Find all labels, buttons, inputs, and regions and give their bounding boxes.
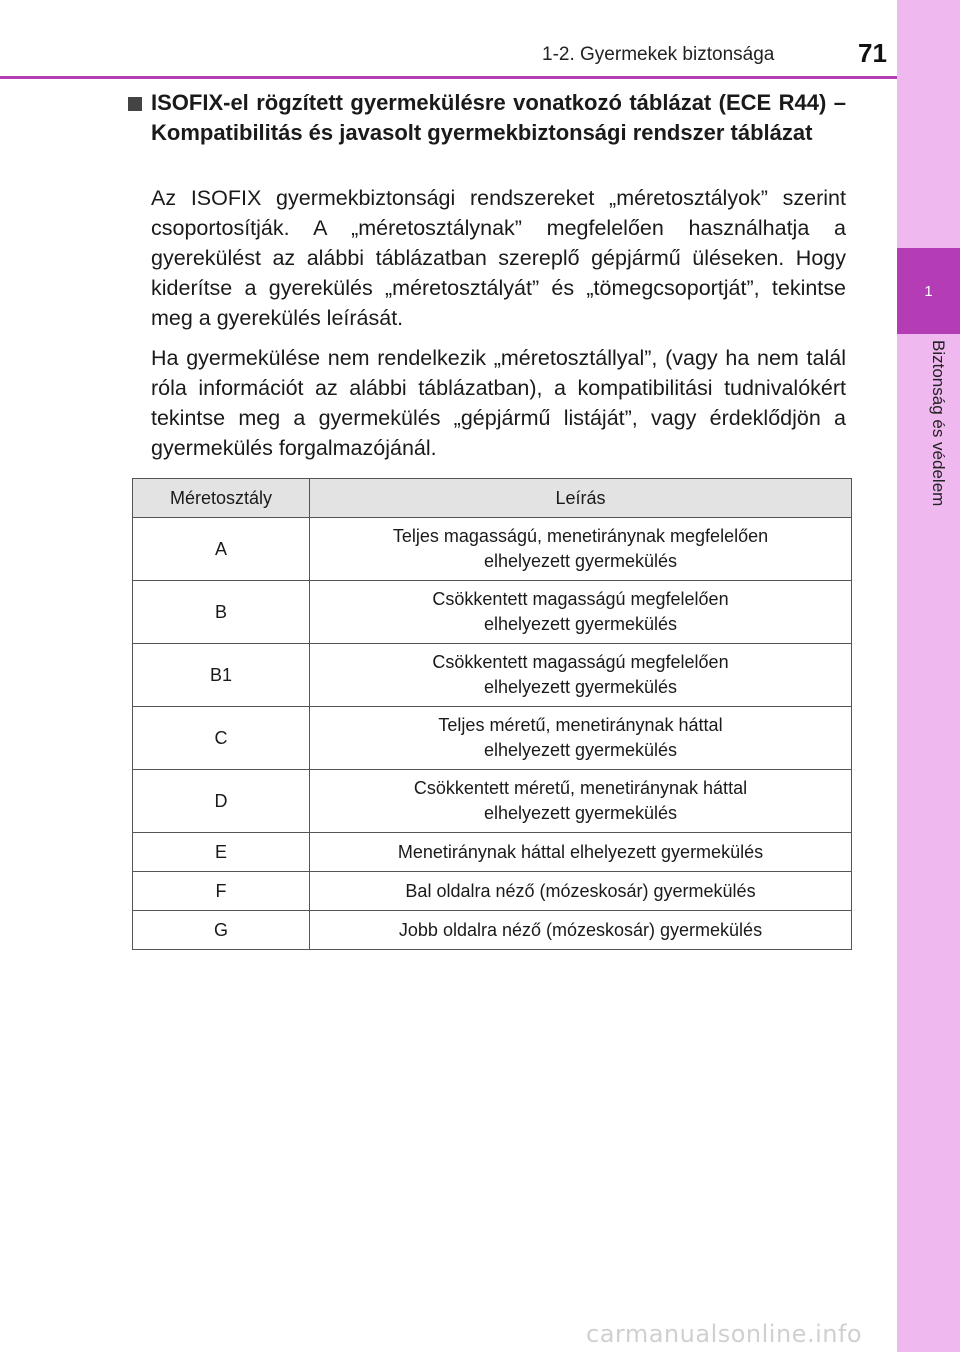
table-row xyxy=(133,518,852,581)
size-class-cell: D xyxy=(133,770,310,833)
description-line: Csökkentett magasságú megfelelően xyxy=(432,652,729,672)
paragraph-size-classes: Az ISOFIX gyermekbiztonsági rendszereket „méretosztályok” szerint csoportosítják. A „méretosztálynak” megfelelően használhatja a gyerekülést az alábbi táblázatban szereplő gépjármű üléseken. Hogy kiderítse a gyerekülés „méretosztályát” és „tömegcsoportját”, tekintse meg a gyerekülés leírását. xyxy=(151,186,846,330)
column-header-description: Leírás xyxy=(310,479,852,518)
description-line: elhelyezett gyermekülés xyxy=(483,551,678,571)
description-cell xyxy=(310,707,852,770)
section-title: 1-2. Gyermekek biztonsága xyxy=(542,44,775,65)
description-line: elhelyezett gyermekülés xyxy=(483,677,678,697)
table-row xyxy=(133,581,852,644)
table-header-row xyxy=(133,479,852,518)
description-line: Csökkentett magasságú megfelelően xyxy=(432,589,729,609)
size-class-table xyxy=(132,478,852,950)
size-class-cell: A xyxy=(133,518,310,581)
table-row xyxy=(133,770,852,833)
description-line: elhelyezett gyermekülés xyxy=(483,614,678,634)
page-number: 71 xyxy=(858,38,887,68)
size-class-cell: B1 xyxy=(133,644,310,707)
sidebar-band xyxy=(897,0,960,1352)
description-cell: Jobb oldalra néző (mózeskosár) gyermekülés xyxy=(310,911,852,950)
description-line: Csökkentett méretű, menetiránynak háttal xyxy=(413,778,748,798)
header-divider xyxy=(0,76,897,79)
chapter-tab xyxy=(897,248,960,334)
table-row xyxy=(133,872,852,911)
description-cell xyxy=(310,770,852,833)
description-line: Teljes magasságú, menetiránynak megfelelően xyxy=(392,526,769,546)
table-row xyxy=(133,833,852,872)
square-bullet-icon xyxy=(128,97,142,111)
table-row xyxy=(133,644,852,707)
description-cell: Menetiránynak háttal elhelyezett gyermekülés xyxy=(310,833,852,872)
size-class-cell: B xyxy=(133,581,310,644)
table-row xyxy=(133,707,852,770)
description-line: elhelyezett gyermekülés xyxy=(483,740,678,760)
description-cell xyxy=(310,644,852,707)
description-cell xyxy=(310,518,852,581)
description-cell xyxy=(310,581,852,644)
size-class-cell: E xyxy=(133,833,310,872)
description-line: Teljes méretű, menetiránynak háttal xyxy=(438,715,723,735)
section-heading: ISOFIX-el rögzített gyermekülésre vonatkozó táblázat (ECE R44) – Kompatibilitás és javasolt gyermekbiztonsági rendszer táblázat xyxy=(151,90,846,145)
watermark: carmanualsonline.info xyxy=(586,1320,863,1348)
chapter-number: 1 xyxy=(924,282,933,300)
size-class-cell: C xyxy=(133,707,310,770)
size-class-cell: F xyxy=(133,872,310,911)
size-class-cell: G xyxy=(133,911,310,950)
description-cell: Bal oldalra néző (mózeskosár) gyermekülés xyxy=(310,872,852,911)
column-header-size-class: Méretosztály xyxy=(133,479,310,518)
chapter-title: Biztonság és védelem xyxy=(929,340,948,507)
description-line: elhelyezett gyermekülés xyxy=(483,803,678,823)
paragraph-compatibility: Ha gyermekülése nem rendelkezik „méretosztállyal”, (vagy ha nem talál róla információt az alábbi táblázatban), a kompatibilitási tudnivalókért tekintse meg a gyermekülés „gépjármű listáját”, vagy érdeklődjön a gyermekülés forgalmazójánál. xyxy=(151,346,846,460)
table-row xyxy=(133,911,852,950)
